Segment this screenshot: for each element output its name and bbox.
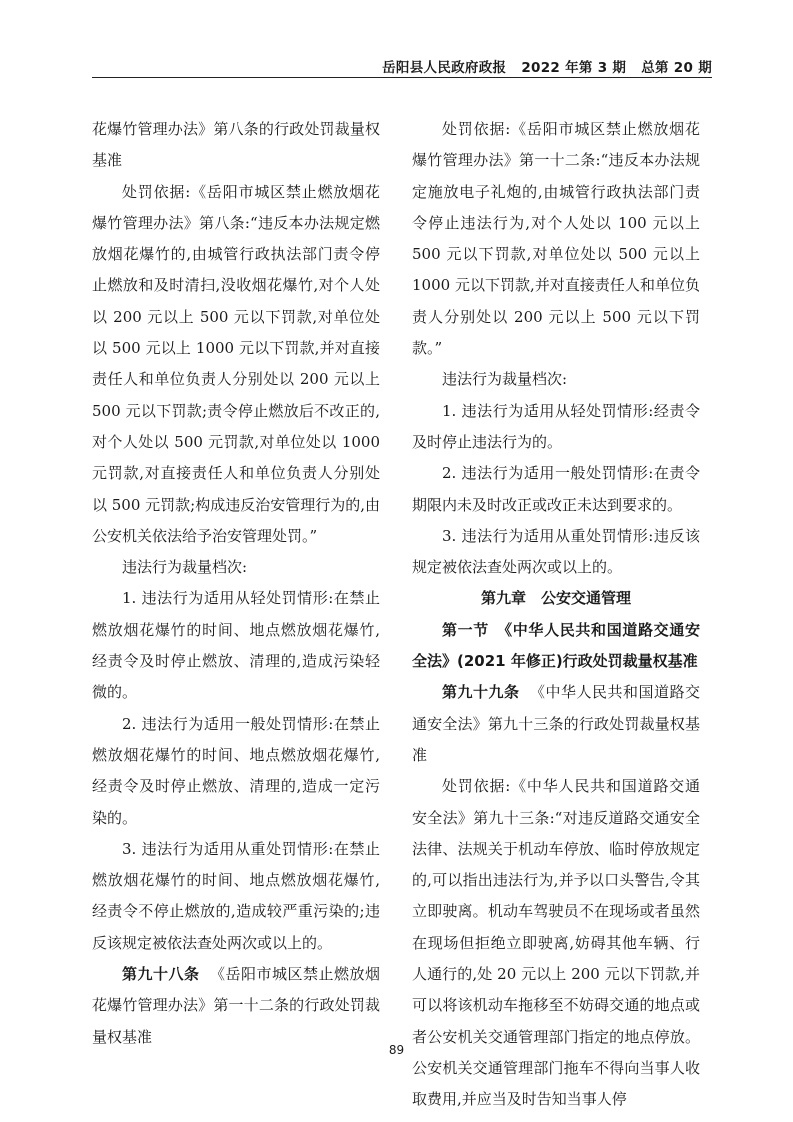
paragraph: 2. 违法行为适用一般处罚情形:在禁止燃放烟花爆竹的时间、地点燃放烟花爆竹,经责令及时停止燃放、清理的,造成一定污染的。 — [92, 714, 380, 827]
paragraph: 花爆竹管理办法》第八条的行政处罚裁量权基准 — [92, 120, 380, 170]
article-number: 第九十八条 — [122, 965, 200, 984]
publication-title: 岳阳县人民政府政报 — [382, 60, 507, 76]
section-heading: 第一节 《中华人民共和国道路交通安全法》(2021 年修正)行政处罚裁量权基准 — [412, 620, 700, 671]
article-paragraph — [92, 959, 380, 1053]
article-title: 《岳阳市城区禁止燃放烟花爆竹管理办法》第一十二条的行政处罚裁量权基准 — [92, 965, 380, 1046]
right-column — [412, 114, 700, 1116]
paragraph: 3. 违法行为适用从重处罚情形:违反该规定被依法查处两次或以上的。 — [412, 526, 700, 577]
paragraph: 1. 违法行为适用从轻处罚情形:经责令及时停止违法行为的。 — [412, 401, 700, 451]
running-header — [92, 56, 712, 74]
paragraph: 1. 违法行为适用从轻处罚情形:在禁止燃放烟花爆竹的时间、地点燃放烟花爆竹,经责令及时停止燃放、清理的,造成污染轻微的。 — [92, 589, 380, 702]
paragraph: 违法行为裁量档次: — [122, 558, 248, 577]
chapter-heading: 第九章 公安交通管理 — [480, 589, 631, 608]
paragraph: 违法行为裁量档次: — [442, 370, 568, 389]
paragraph: 3. 违法行为适用从重处罚情形:在禁止燃放烟花爆竹的时间、地点燃放烟花爆竹,经责令不停止燃放的,造成较严重污染的;违反该规定被依法查处两次或以上的。 — [92, 839, 380, 952]
left-column — [92, 114, 380, 1053]
issue-number: 2022 年第 3 期 — [521, 60, 627, 76]
header-rule — [92, 77, 712, 78]
total-issue-number: 总第 20 期 — [641, 60, 712, 76]
article-title: 《中华人民共和国道路交通安全法》第九十三条的行政处罚裁量权基准 — [412, 683, 700, 764]
paragraph: 2. 违法行为适用一般处罚情形:在责令期限内未及时改正或改正未达到要求的。 — [412, 464, 700, 514]
paragraph: 处罚依据:《中华人民共和国道路交通安全法》第九十三条:“对违反道路交通安全法律、法规关于机动车停放、临时停放规定的,可以指出违法行为,并予以口头警告,令其立即驶离。机动车驾驶员不在现场或者虽然在现场但拒绝立即驶离,妨碍其他车辆、行人通行的,处 20 元以上 200 元以下罚款,并可以将该机动车拖移至不妨碍交通的地点或者公安机关交通管理部门指定的地点停放。公安机关交通管理部门拖车不得向当事人收取费用,并应当及时告知当事人停 — [412, 777, 700, 1109]
paragraph: 处罚依据:《岳阳市城区禁止燃放烟花爆竹管理办法》第一十二条:“违反本办法规定施放电子礼炮的,由城管行政执法部门责令停止违法行为,对个人处以 100 元以上 500 元以下罚款,对单位处以 500 元以上 1000 元以下罚款,并对直接责任人和单位负责人分别处以 200 元以上 500 元以下罚款。” — [412, 120, 700, 358]
paragraph: 处罚依据:《岳阳市城区禁止燃放烟花爆竹管理办法》第八条:“违反本办法规定燃放烟花爆竹的,由城管行政执法部门责令停止燃放和及时清扫,没收烟花爆竹,对个人处以 200 元以上 500 元以下罚款,对单位处以 500 元以上 1000 元以下罚款,并对直接责任人和单位负责人分别处以 200 元以上 500 元以下罚款;责令停止燃放后不改正的,对个人处以 500 元罚款,对单位处以 1000 元罚款,对直接责任人和单位负责人分别处以 500 元罚款;构成违反治安管理行为的,由公安机关依法给予治安管理处罚。” — [92, 182, 380, 545]
page-number: 89 — [388, 1043, 405, 1057]
article-paragraph — [412, 677, 700, 771]
article-number: 第九十九条 — [442, 683, 520, 702]
